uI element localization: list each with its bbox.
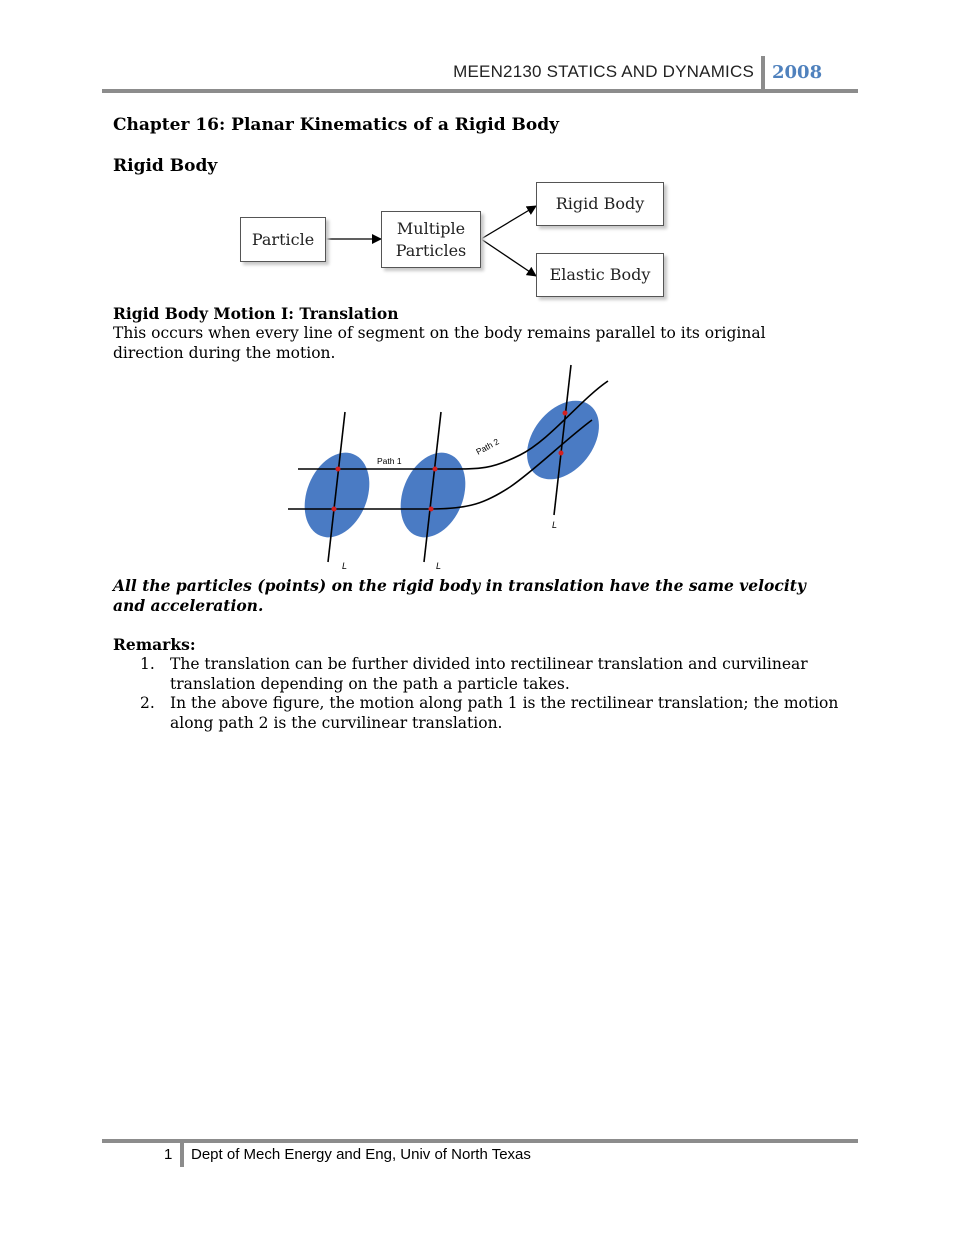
arrow-to-rigid bbox=[481, 206, 536, 239]
path-2-label: Path 2 bbox=[474, 436, 501, 457]
translation-figure bbox=[280, 360, 620, 575]
remark-item-2 bbox=[113, 693, 839, 733]
box-multiple-particles bbox=[381, 211, 481, 268]
box-rigid-body: Rigid Body bbox=[536, 182, 664, 226]
box-multiple-line2: Particles bbox=[395, 240, 467, 260]
remark-number: 1. bbox=[140, 655, 155, 673]
remark-item-1 bbox=[113, 654, 833, 694]
line-L-label-1: L bbox=[342, 561, 348, 571]
body-ellipse-2 bbox=[389, 443, 478, 547]
page-number: 1 bbox=[164, 1146, 173, 1163]
remark-text: In the above figure, the motion along path 1 is the rectilinear translation; the motion along path 2 is the curvilinear translation. bbox=[170, 694, 839, 732]
line-L-label-3: L bbox=[552, 520, 558, 530]
remark-number: 2. bbox=[140, 694, 155, 712]
footer-rule bbox=[102, 1139, 858, 1143]
footer-divider bbox=[180, 1143, 184, 1167]
path-1-label: Path 1 bbox=[377, 456, 402, 466]
point-3a bbox=[563, 411, 568, 416]
chapter-title: Chapter 16: Planar Kinematics of a Rigid Body bbox=[113, 115, 559, 135]
point-1a bbox=[336, 467, 341, 472]
box-multiple-line1: Multiple bbox=[396, 218, 466, 238]
arrow-to-elastic bbox=[481, 239, 536, 276]
flowchart-arrows bbox=[0, 0, 961, 320]
footer-text: Dept of Mech Energy and Eng, Univ of North Texas bbox=[191, 1146, 531, 1163]
header-year: 2008 bbox=[772, 62, 823, 83]
remark-text: The translation can be further divided into rectilinear translation and curvilinear translation depending on the path a particle takes. bbox=[170, 655, 808, 693]
translation-description: This occurs when every line of segment on the body remains parallel to its original direction during the motion. bbox=[113, 324, 766, 362]
line-L-label-2: L bbox=[436, 561, 442, 571]
section-title: Rigid Body bbox=[113, 156, 218, 176]
translation-emphasis: All the particles (points) on the rigid body in translation have the same velocity and acceleration. bbox=[113, 576, 806, 615]
box-elastic-body: Elastic Body bbox=[536, 253, 664, 297]
box-particle: Particle bbox=[240, 217, 326, 262]
body-ellipse-1 bbox=[293, 443, 382, 547]
remarks-heading: Remarks: bbox=[113, 635, 196, 654]
point-3b bbox=[559, 451, 564, 456]
point-1b bbox=[332, 507, 337, 512]
point-2b bbox=[429, 507, 434, 512]
point-2a bbox=[433, 467, 438, 472]
header-course: MEEN2130 STATICS AND DYNAMICS bbox=[453, 62, 754, 81]
translation-heading: Rigid Body Motion I: Translation bbox=[113, 304, 399, 323]
